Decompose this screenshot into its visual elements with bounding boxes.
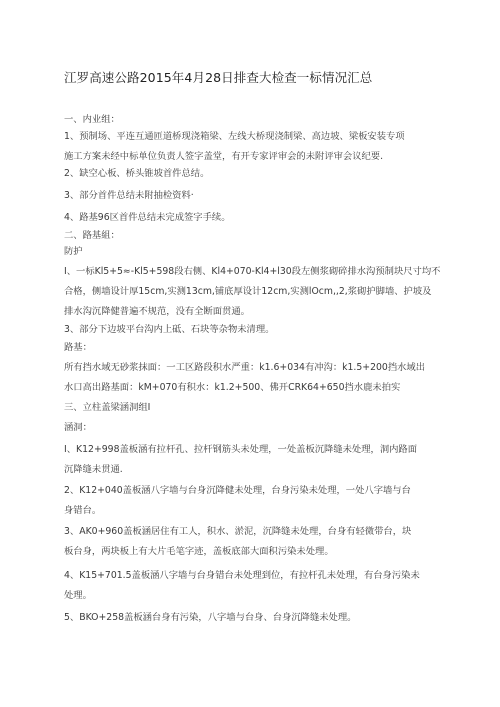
paragraph bbox=[64, 522, 442, 562]
paragraph bbox=[64, 164, 442, 184]
text-line: 沉降缝未贯通. bbox=[64, 464, 123, 475]
text-line: 3、AK0+960盖板涵居住有工人，积水、淤泥，沉降缝未处理，台身有轻微带台，块 bbox=[64, 526, 412, 537]
text-line: I、K12+998盖板涵有拉杆孔、拉杆钢筋头未处理，一处盖板沉降缝未处理，洞内路面 bbox=[64, 444, 418, 455]
text-line: 一、内业组： bbox=[64, 114, 120, 125]
section-heading-culvert bbox=[64, 398, 442, 418]
text-line: 三、立柱盖梁涵洞组I bbox=[64, 402, 151, 413]
paragraph bbox=[64, 566, 442, 606]
document-title: 江罗高速公路2015年4月28日排查大检查一标情况汇总 bbox=[64, 70, 373, 85]
paragraph bbox=[64, 608, 442, 628]
text-line: 2、K12+040盖板涵八字墙与台身沉降健未处理，台身污染未处理，一处八字墙与台 bbox=[64, 485, 411, 496]
text-line: 3、部分下边坡平台沟内上砥、石块等杂物未清理。 bbox=[64, 324, 275, 335]
paragraph bbox=[64, 208, 442, 228]
text-line: 5、BKO+258盖板涵台身有污染，八字墙与台身、台身沉降缝未处理。 bbox=[64, 612, 357, 623]
text-line: 合格，侧墙设计厚15cm,实测13cm,铺底厚设计12cm,实测lOcm,,2,浆砌护脚墙、护坡及 bbox=[64, 286, 432, 297]
paragraph bbox=[64, 320, 442, 340]
text-line: 涵洞： bbox=[64, 422, 92, 433]
text-line: 水口高出路基面：kM+070有积水：k1.2+500、佛开CRK64+650挡水鹿未拍实 bbox=[64, 382, 401, 393]
text-line: 排水沟沉降健普遍不规范，没有全断面贯通。 bbox=[64, 306, 250, 317]
text-line: 施工方案未经中标单位负责人签字盖堂，有开专家评审会的未附评审会议纪要. bbox=[64, 151, 384, 162]
text-line: 路基： bbox=[64, 342, 92, 353]
paragraph bbox=[64, 127, 442, 167]
text-line: 2、缺空心板、桥头锥坡首件总结。 bbox=[64, 168, 210, 179]
text-line: 所有挡水域无砂浆抹面：一工区路段积水严重：k1.6+034有冲沟：k1.5+200挡水域出 bbox=[64, 362, 426, 373]
text-line: 防护 bbox=[64, 246, 83, 257]
text-line: 4、路基96区首件总结未完成签字手续。 bbox=[64, 212, 231, 223]
paragraph bbox=[64, 358, 442, 398]
subheading-roadbed bbox=[64, 338, 442, 358]
text-line: 3、部分首件总结未附抽检资料· bbox=[64, 190, 194, 201]
paragraph bbox=[64, 186, 442, 206]
text-line: 1、预制场、平连互通匝道桥现浇箱梁、左线大桥现浇制梁、高边坡、梁板安装专项 bbox=[64, 131, 405, 142]
paragraph bbox=[64, 440, 442, 480]
subheading-protection bbox=[64, 242, 442, 262]
paragraph bbox=[64, 262, 442, 322]
text-line: 板台身，两块板上有大片毛笔字迹，盖板底部大面积污染未处理。 bbox=[64, 546, 334, 557]
text-line: 处理。 bbox=[64, 590, 92, 601]
text-line: 二、路基組： bbox=[64, 230, 120, 241]
text-line: I、一标Kl5+5≈-Kl5+598段右侧、Kl4+070-Kl4+l30段左侧浆砌碎排水沟预制块尺寸均不 bbox=[64, 266, 441, 277]
paragraph bbox=[64, 481, 442, 521]
text-line: 4、K15+701.5盖板涵八字墙与台身错台未处理到位，有拉杆孔未处理，有台身污染未 bbox=[64, 570, 420, 581]
text-line: 身错台。 bbox=[64, 505, 102, 516]
subheading-culvert bbox=[64, 418, 442, 438]
